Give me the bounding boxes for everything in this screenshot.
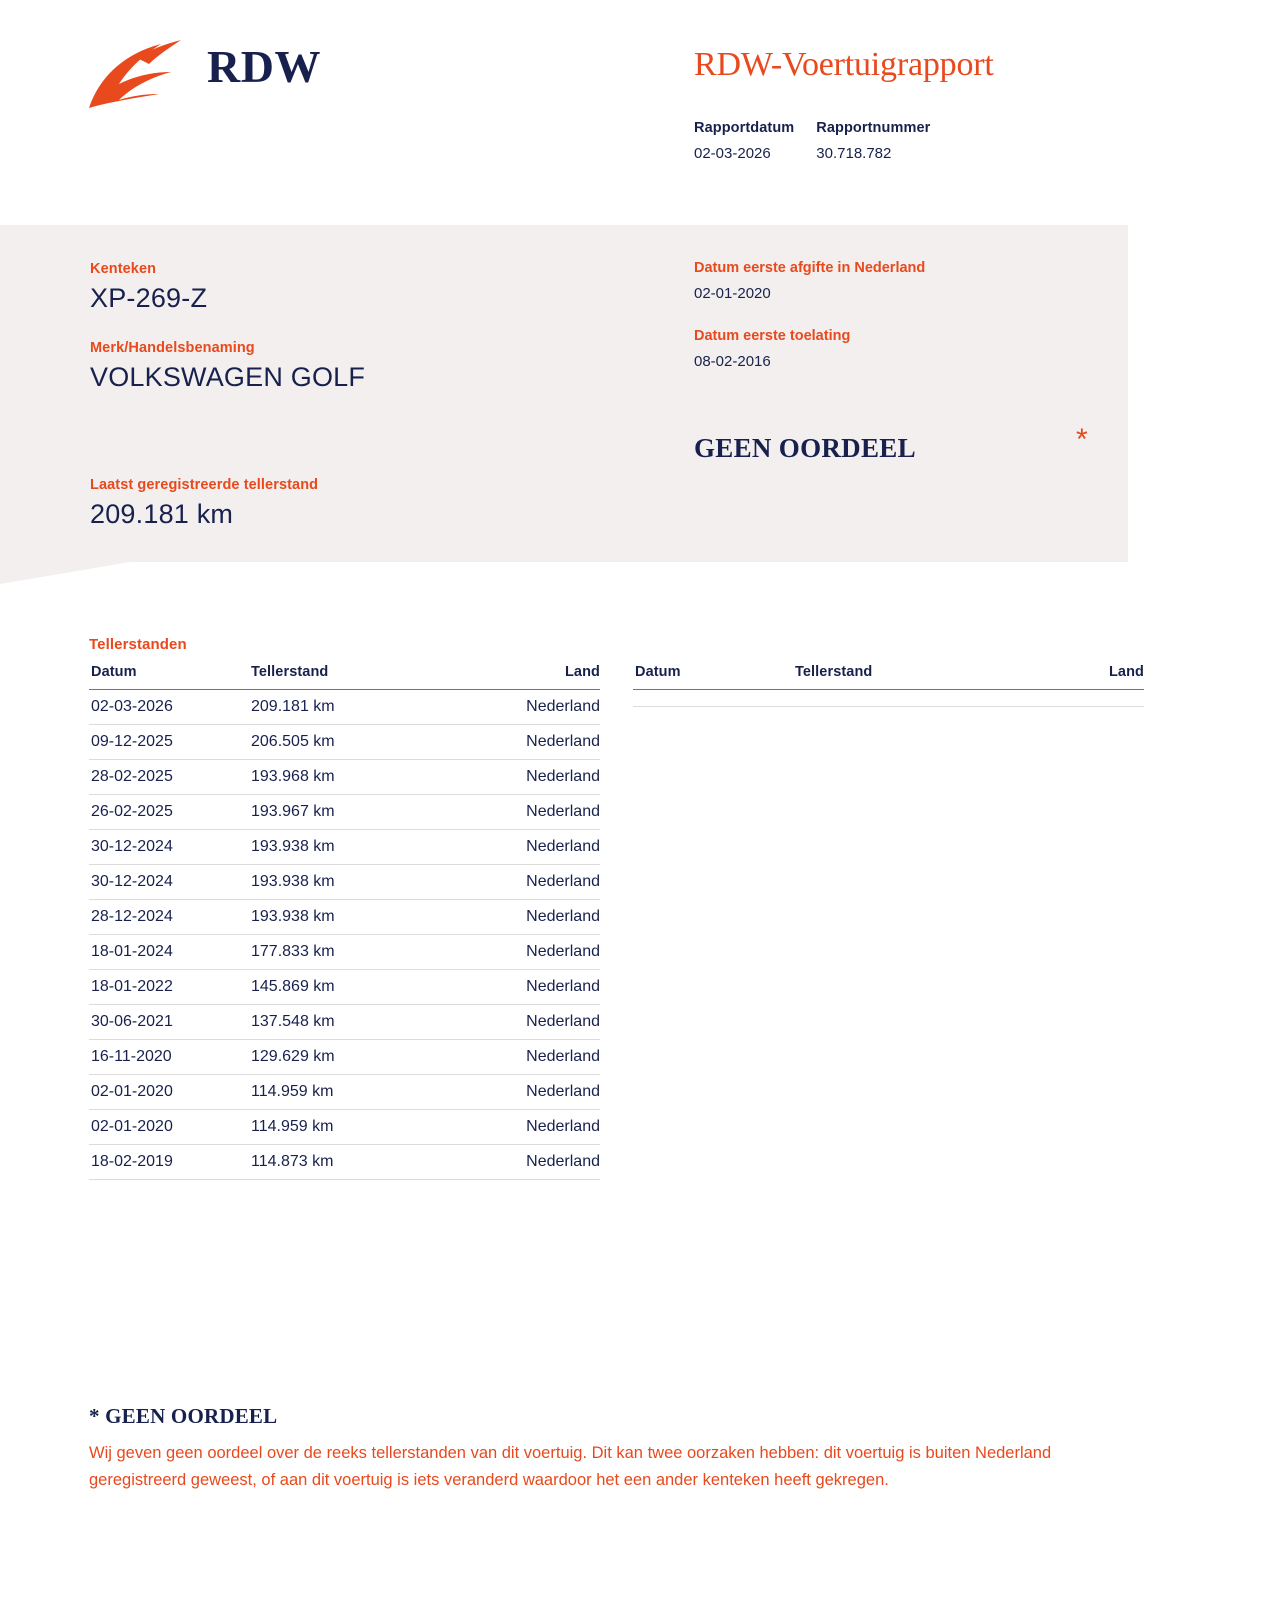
cell-country: Nederland: [501, 1075, 600, 1110]
cell-reading: 114.873 km: [251, 1145, 501, 1180]
readings-table-right: [633, 664, 1144, 707]
report-title: RDW-Voertuigrapport: [694, 46, 994, 83]
table-row: [89, 970, 600, 1005]
report-date-label: Rapportdatum: [694, 120, 795, 136]
table-row-empty: [633, 690, 1144, 707]
cell-reading: 114.959 km: [251, 1075, 501, 1110]
cell-reading: 193.938 km: [251, 900, 501, 935]
cell-date: 30-12-2024: [89, 830, 251, 865]
cell-country: Nederland: [501, 935, 600, 970]
license-group: [90, 261, 610, 314]
readings-table-left: [89, 664, 600, 1180]
cell-reading: 145.869 km: [251, 970, 501, 1005]
readings-section-title: Tellerstanden: [89, 636, 187, 653]
table-row: [89, 830, 600, 865]
vehicle-info-right: [694, 260, 1094, 370]
column-header-country: Land: [1045, 664, 1144, 690]
cell-country: Nederland: [501, 900, 600, 935]
cell-reading: 209.181 km: [251, 690, 501, 725]
verdict-footnote-marker: *: [1076, 423, 1088, 456]
cell-country: Nederland: [501, 690, 600, 725]
cell-reading: 206.505 km: [251, 725, 501, 760]
cell-reading: 177.833 km: [251, 935, 501, 970]
cell-date: 18-01-2024: [89, 935, 251, 970]
footnote-title: * GEEN OORDEEL: [89, 1404, 278, 1428]
table-row: [89, 1040, 600, 1075]
cell-date: 02-03-2026: [89, 690, 251, 725]
cell-empty: [633, 690, 1144, 707]
license-value: XP-269-Z: [90, 283, 208, 313]
report-date-value: 02-03-2026: [694, 145, 771, 162]
rdw-logo-text: RDW: [207, 41, 321, 92]
cell-country: Nederland: [501, 1110, 600, 1145]
table-header-row: [89, 664, 600, 690]
cell-country: Nederland: [501, 1145, 600, 1180]
cell-country: Nederland: [501, 760, 600, 795]
cell-country: Nederland: [501, 795, 600, 830]
cell-reading: 193.938 km: [251, 830, 501, 865]
table-row: [89, 1075, 600, 1110]
cell-reading: 129.629 km: [251, 1040, 501, 1075]
odometer-value: 209.181 km: [90, 499, 234, 529]
cell-date: 26-02-2025: [89, 795, 251, 830]
cell-date: 02-01-2020: [89, 1110, 251, 1145]
cell-country: Nederland: [501, 970, 600, 1005]
report-number-value: 30.718.782: [816, 145, 892, 162]
report-number-label: Rapportnummer: [816, 120, 931, 136]
cell-date: 28-02-2025: [89, 760, 251, 795]
cell-reading: 114.959 km: [251, 1110, 501, 1145]
cell-date: 02-01-2020: [89, 1075, 251, 1110]
footnote-block: [89, 1404, 1069, 1493]
cell-reading: 137.548 km: [251, 1005, 501, 1040]
readings-table-body: [89, 690, 600, 1180]
report-number-block: [816, 120, 930, 162]
table-header-row: [633, 664, 1144, 690]
brand-label: Merk/Handelsbenaming: [90, 340, 255, 356]
column-header-reading: Tellerstand: [251, 664, 501, 690]
document-header: [0, 0, 1280, 200]
cell-date: 16-11-2020: [89, 1040, 251, 1075]
report-date-block: [694, 120, 794, 162]
cell-date: 30-06-2021: [89, 1005, 251, 1040]
readings-table-body-empty: [633, 690, 1144, 707]
cell-country: Nederland: [501, 1040, 600, 1075]
table-row: [89, 900, 600, 935]
cell-country: Nederland: [501, 1005, 600, 1040]
cell-reading: 193.968 km: [251, 760, 501, 795]
table-row: [89, 690, 600, 725]
table-row: [89, 1005, 600, 1040]
table-row: [89, 795, 600, 830]
column-header-reading: Tellerstand: [795, 664, 1045, 690]
panel-corner-notch: [0, 562, 130, 584]
cell-reading: 193.967 km: [251, 795, 501, 830]
vehicle-info-panel: [0, 225, 1128, 562]
table-row: [89, 725, 600, 760]
cell-date: 28-12-2024: [89, 900, 251, 935]
brand-value: VOLKSWAGEN GOLF: [90, 362, 366, 392]
cell-country: Nederland: [501, 830, 600, 865]
cell-date: 30-12-2024: [89, 865, 251, 900]
odometer-group: [90, 477, 610, 530]
license-label: Kenteken: [90, 261, 157, 277]
odometer-label: Laatst geregistreerde tellerstand: [90, 477, 319, 493]
first-issue-nl-label: Datum eerste afgifte in Nederland: [694, 260, 926, 276]
rdw-logo: [75, 38, 321, 110]
column-header-country: Land: [501, 664, 600, 690]
first-issue-nl-group: [694, 260, 1094, 302]
footnote-body: Wij geven geen oordeel over de reeks tellerstanden van dit voertuig. Dit kan twee oorzaken hebben: dit voertuig is buiten Nederland geregistreerd geweest, of aan dit voertuig is iets veranderd waardoor het een ander kenteken heeft gekregen.: [89, 1444, 1052, 1489]
rdw-flame-icon: [75, 38, 195, 110]
cell-date: 09-12-2025: [89, 725, 251, 760]
cell-reading: 193.938 km: [251, 865, 501, 900]
column-header-date: Datum: [633, 664, 795, 690]
column-header-date: Datum: [89, 664, 251, 690]
report-meta: [694, 120, 952, 162]
vehicle-info-left: [90, 261, 610, 530]
cell-country: Nederland: [501, 725, 600, 760]
cell-date: 18-01-2022: [89, 970, 251, 1005]
brand-group: [90, 340, 610, 393]
cell-date: 18-02-2019: [89, 1145, 251, 1180]
first-admission-value: 08-02-2016: [694, 353, 771, 370]
verdict-badge: GEEN OORDEEL: [694, 433, 916, 463]
first-admission-label: Datum eerste toelating: [694, 328, 851, 344]
table-row: [89, 1145, 600, 1180]
first-admission-group: [694, 328, 1094, 370]
table-row: [89, 760, 600, 795]
table-row: [89, 935, 600, 970]
first-issue-nl-value: 02-01-2020: [694, 285, 771, 302]
cell-country: Nederland: [501, 865, 600, 900]
table-row: [89, 865, 600, 900]
table-row: [89, 1110, 600, 1145]
